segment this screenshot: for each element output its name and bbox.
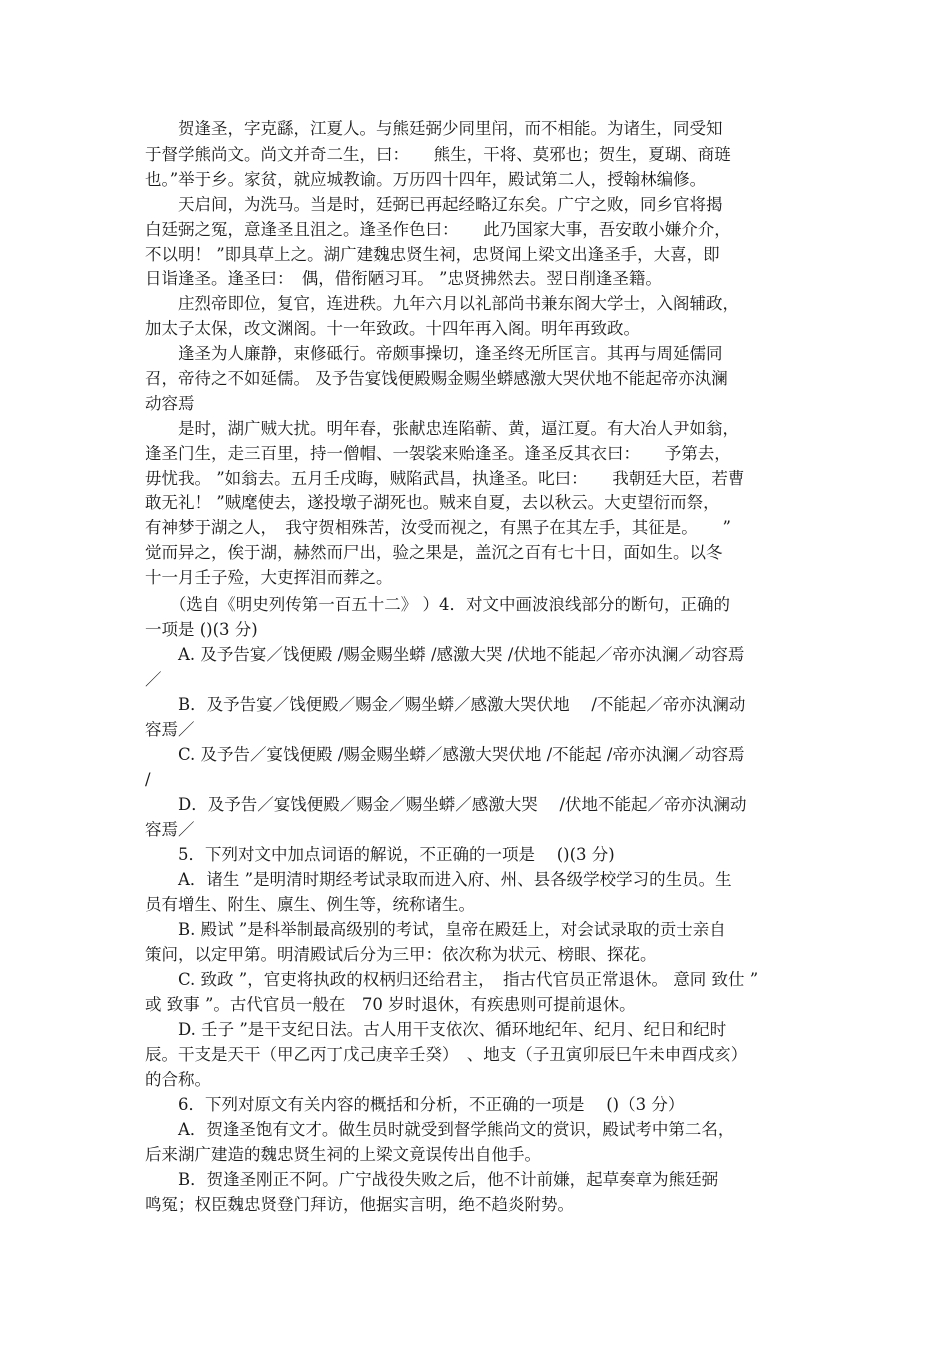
option-line: D. 壬子 ”是干支纪日法。古人用干支依次、循环地纪年、纪月、纪日和纪时 bbox=[145, 1020, 727, 1039]
option-line: B．及予告宴／饯便殿／赐金／赐坐蟒／感激大哭伏地 /不能起／帝亦汍澜动 bbox=[145, 695, 746, 714]
text-line: 日诣逢圣。逢圣曰： 偶，借衔陋习耳。 ”忠贤拂然去。翌日削逢圣籍。 bbox=[145, 269, 662, 288]
text-line: 逢圣为人廉静，束修砥行。帝颇事操切，逢圣终无所匡言。其再与周延儒同 bbox=[145, 344, 723, 363]
option-line: 鸣冤；权臣魏忠贤登门拜访，他据实言明，绝不趋炎附势。 bbox=[145, 1195, 574, 1214]
text-line: 不以明！ ”即具草上之。湖广建魏忠贤生祠，忠贤闻上梁文出逢圣手，大喜，即 bbox=[145, 245, 720, 264]
option-line: C. 致政 ”，官吏将执政的权柄归还给君主， 指古代官员正常退休。 意同 致仕 ” bbox=[145, 970, 759, 989]
option-line: C. 及予告／宴饯便殿 /赐金赐坐蟒／感激大哭伏地 /不能起 /帝亦汍澜／动容焉 bbox=[145, 745, 745, 764]
text-line: 天启间，为洗马。当是时，廷弼已再起经略辽东矣。广宁之败，同乡官将揭 bbox=[145, 195, 723, 214]
text-line: 召，帝待之不如延儒。 及予告宴饯便殿赐金赐坐蟒感激大哭伏地不能起帝亦汍澜 bbox=[145, 369, 728, 388]
option-line: 的合称。 bbox=[145, 1070, 211, 1089]
text-line: 于督学熊尚文。尚文并奇二生，曰： 熊生，干将、莫邪也；贺生，夏瑚、商琏 bbox=[145, 145, 731, 164]
option-line: 容焉／ bbox=[145, 720, 195, 739]
option-line: 员有增生、附生、廪生、例生等，统称诸生。 bbox=[145, 895, 475, 914]
option-line: A．诸生 ”是明清时期经考试录取而进入府、州、县各级学校学习的生员。生 bbox=[145, 870, 732, 889]
text-line: 是时，湖广贼大扰。明年春，张献忠连陷蕲、黄，逼江夏。有大冶人尹如翁， bbox=[145, 419, 739, 438]
text-line: 有神梦于湖之人， 我守贺相殊苦，汝受而视之，有黑子在其左手，其征是。 ” bbox=[145, 518, 731, 537]
text-line: 贺逢圣，字克繇，江夏人。与熊廷弼少同里闬，而不相能。为诸生，同受知 bbox=[145, 119, 723, 138]
text-line: （选自《明史列传第一百五十二》 ）4．对文中画波浪线部分的断句，正确的 bbox=[145, 595, 730, 614]
option-line: 后来湖广建造的魏忠贤生祠的上梁文竟误传出自他手。 bbox=[145, 1145, 541, 1164]
text-line: 庄烈帝即位，复官，连进秩。九年六月以礼部尚书兼东阁大学士，入阁辅政， bbox=[145, 294, 739, 313]
option-line: B．贺逢圣刚正不阿。广宁战役失败之后，他不计前嫌，起草奏章为熊廷弼 bbox=[145, 1170, 719, 1189]
text-line: 逢圣门生，走三百里，持一僧帽、一袈裟来贻逢圣。逢圣反其衣曰： 予第去， bbox=[145, 444, 731, 463]
question-line: 5．下列对文中加点词语的解说，不正确的一项是 ()(3 分) bbox=[145, 845, 615, 864]
question-line: 6．下列对原文有关内容的概括和分析，不正确的一项是 ()（3 分） bbox=[145, 1095, 685, 1114]
option-line: B. 殿试 ”是科举制最高级别的考试，皇帝在殿廷上，对会试录取的贡士亲自 bbox=[145, 920, 726, 939]
text-line: 敢无礼！ ”贼麾使去，遂投墩子湖死也。贼来自夏，去以秋云。大吏望衍而祭， bbox=[145, 493, 720, 512]
text-line: 白廷弼之冤，意逢圣且沮之。逢圣作色曰： 此乃国家大事，吾安敢小嫌介介， bbox=[145, 220, 731, 239]
option-line: D．及予告／宴饯便殿／赐金／赐坐蟒／感激大哭 /伏地不能起／帝亦汍澜动 bbox=[145, 795, 747, 814]
option-line: ／ bbox=[145, 670, 162, 689]
option-line: 或 致事 ”。古代官员一般在 70 岁时退休，有疾患则可提前退休。 bbox=[145, 995, 636, 1014]
text-line: 觉而异之，俟于湖，赫然而尸出，验之果是，盖沉之百有七十日，面如生。以冬 bbox=[145, 543, 723, 562]
option-line: 容焉／ bbox=[145, 820, 195, 839]
text-line: 也。”举于乡。家贫，就应城教谕。万历四十四年，殿试第二人，授翰林编修。 bbox=[145, 170, 707, 189]
text-line: 毋忧我。 ”如翁去。五月壬戌晦，贼陷武昌，执逢圣。叱曰： 我朝廷大臣，若曹 bbox=[145, 469, 745, 488]
option-line: 辰。干支是天干（甲乙丙丁戊己庚辛壬癸） 、地支（子丑寅卯辰巳午未申酉戌亥） bbox=[145, 1045, 748, 1064]
text-line: 动容焉 bbox=[145, 394, 195, 413]
text-line: 十一月壬子殓，大吏挥泪而葬之。 bbox=[145, 568, 393, 587]
option-line: / bbox=[145, 770, 151, 789]
option-line: A．贺逢圣饱有文才。做生员时就受到督学熊尚文的赏识，殿试考中第二名， bbox=[145, 1120, 735, 1139]
text-line: 一项是 ()(3 分) bbox=[145, 620, 258, 639]
option-line: 策问，以定甲第。明清殿试后分为三甲：依次称为状元、榜眼、探花。 bbox=[145, 945, 657, 964]
option-line: A. 及予告宴／饯便殿 /赐金赐坐蟒 /感激大哭 /伏地不能起／帝亦汍澜／动容焉 bbox=[145, 645, 745, 664]
text-line: 加太子太保，改文渊阁。十一年致政。十四年再入阁。明年再致政。 bbox=[145, 319, 640, 338]
